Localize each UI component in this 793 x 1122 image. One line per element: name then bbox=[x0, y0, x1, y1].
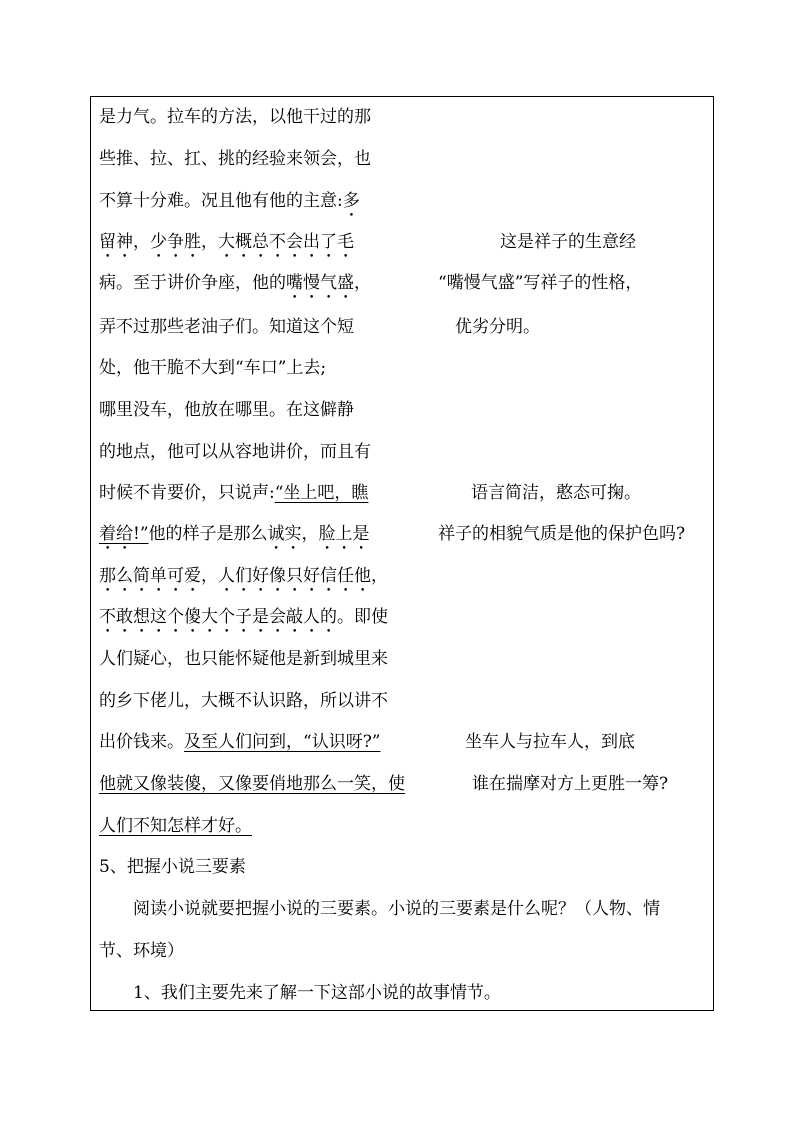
note-language-style: 语言简洁，憨态可掬。 bbox=[471, 483, 641, 503]
note-strength-weakness: 优劣分明。 bbox=[455, 317, 540, 337]
note-business-sense: 这是祥子的生意经 bbox=[500, 232, 636, 252]
text-line-3: 不算十分难。况且他有他的主意:多 bbox=[99, 191, 360, 211]
text-line-16: 出价钱来。及至人们问到，“认识呀?” bbox=[99, 732, 381, 752]
paragraph-1-line-2: 节、环境） bbox=[99, 941, 184, 961]
text-line-13: 不敢想这个傻大个子是会敲人的。即使 bbox=[99, 607, 388, 627]
text-line-1: 是力气。拉车的方法，以他干过的那 bbox=[99, 107, 371, 127]
note-character-trait: “嘴慢气盛”写祥子的性格， bbox=[438, 273, 643, 293]
text-line-15: 的乡下佬儿，大概不认识路，所以讲不 bbox=[99, 691, 388, 711]
text-line-8: 哪里没车，他放在哪里。在这僻静 bbox=[99, 400, 354, 420]
section-heading: 5、把握小说三要素 bbox=[99, 857, 246, 877]
text-line-4: 留神，少争胜，大概总不会出了毛 bbox=[99, 232, 354, 252]
note-who-wins-question-2: 谁在揣摩对方上更胜一筹? bbox=[472, 774, 669, 794]
text-line-2: 些推、拉、扛、挑的经验来领会，也 bbox=[99, 149, 371, 169]
note-who-wins-question-1: 坐车人与拉车人，到底 bbox=[465, 732, 635, 752]
text-line-6: 弄不过那些老油子们。知道这个短 bbox=[99, 317, 354, 337]
text-line-10: 时候不肯要价，只说声:“坐上吧，瞧 bbox=[99, 483, 369, 503]
text-line-14: 人们疑心，也只能怀疑他是新到城里来 bbox=[99, 649, 388, 669]
text-line-9: 的地点，他可以从容地讲价，而且有 bbox=[99, 442, 371, 462]
text-line-7: 处，他干脆不大到“车口”上去; bbox=[99, 358, 327, 378]
paragraph-2: 1、我们主要先来了解一下这部小说的故事情节。 bbox=[133, 983, 501, 1003]
text-line-17: 他就又像装傻，又像要俏地那么一笑，使 bbox=[99, 774, 405, 794]
paragraph-1-line-1: 阅读小说就要把握小说的三要素。小说的三要素是什么呢？（人物、情 bbox=[133, 899, 660, 919]
text-line-12: 那么简单可爱，人们好像只好信任他， bbox=[99, 566, 388, 586]
text-line-18: 人们不知怎样才好。 bbox=[99, 816, 252, 836]
text-line-5: 病。至于讲价争座，他的嘴慢气盛， bbox=[99, 273, 371, 293]
note-protective-color: 祥子的相貌气质是他的保护色吗? bbox=[438, 524, 686, 544]
text-line-11: 着给!”他的样子是那么诚实，脸上是 bbox=[99, 524, 370, 544]
